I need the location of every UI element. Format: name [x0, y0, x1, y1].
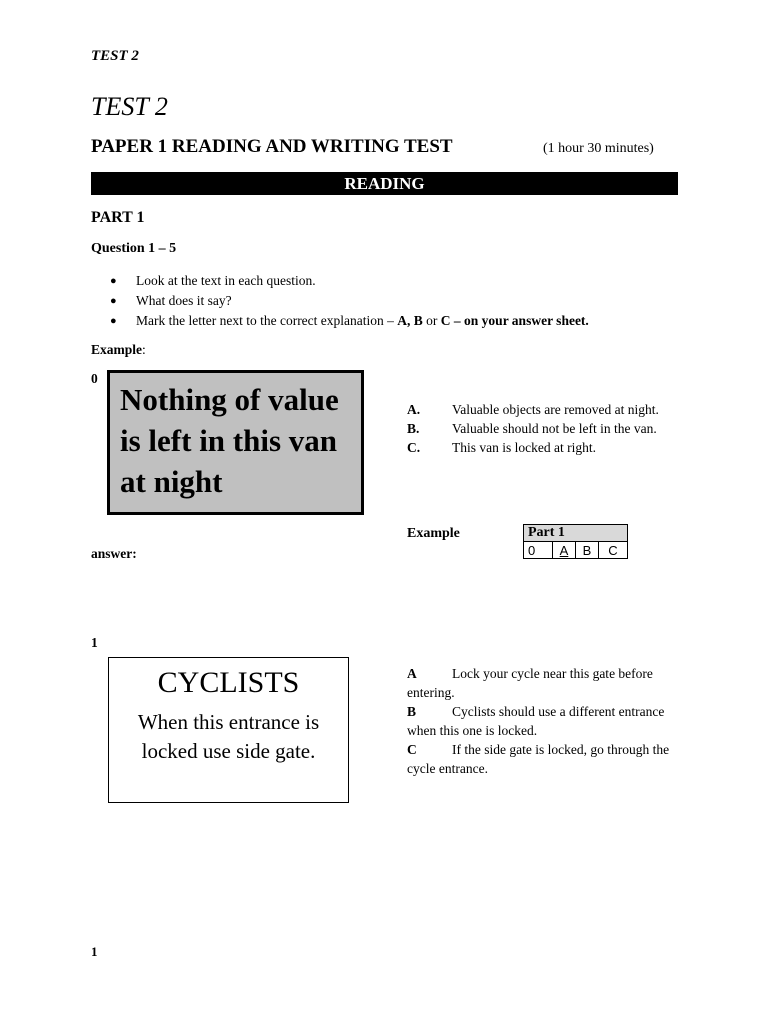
sign-line: Nothing of value — [120, 382, 339, 417]
option-b: B. Valuable should not be left in the van. — [407, 421, 657, 436]
example-answer-label: Example — [407, 526, 460, 541]
running-header: TEST 2 — [91, 48, 139, 64]
answer-grid-cell-b: B — [576, 542, 599, 559]
instruction-text-post: – on your answer sheet. — [450, 313, 589, 328]
answer-word: answer: — [91, 546, 137, 561]
instruction-text: Look at the text in each question. — [136, 273, 316, 288]
instruction-item — [110, 272, 589, 292]
option-c: C. This van is locked at right. — [407, 440, 596, 455]
paper-title: PAPER 1 READING AND WRITING TEST — [91, 136, 453, 157]
instruction-item — [110, 312, 589, 332]
sign-title: CYCLISTS — [157, 666, 300, 699]
instructions-list — [110, 272, 589, 332]
bullet-icon: ● — [110, 315, 117, 327]
sign-line: locked use side gate. — [141, 739, 316, 763]
example-sign-text — [120, 379, 339, 502]
instruction-letter-c: C — [440, 313, 451, 328]
answer-grid-cell-c: C — [599, 542, 628, 559]
option-b: B Cyclists should use a different entrance when this one is locked. — [407, 704, 665, 738]
question-1-number: 1 — [91, 635, 98, 650]
example-label: Example: — [91, 342, 146, 357]
option-c: C If the side gate is locked, go through the cycle entrance. — [407, 742, 670, 776]
example-options — [407, 400, 679, 457]
question-range: Question 1 – 5 — [91, 241, 177, 256]
sign-line: at night — [120, 464, 223, 499]
example-sign — [107, 370, 364, 515]
instruction-item — [110, 292, 589, 312]
part-heading: PART 1 — [91, 209, 145, 226]
instruction-text-pre: Mark the letter next to the correct explanation – — [136, 313, 398, 328]
instruction-or: or — [422, 313, 441, 328]
sign-line: When this entrance is — [137, 710, 320, 734]
instruction-letters-ab: A, B — [397, 313, 423, 328]
example-number: 0 — [91, 371, 98, 386]
bullet-icon: ● — [110, 275, 117, 287]
section-bar-reading: READING — [91, 172, 678, 195]
answer-grid-header: Part 1 — [524, 525, 628, 542]
answer-grid-cell-number: 0 — [524, 542, 553, 559]
answer-grid — [523, 524, 628, 559]
page-number: 1 — [91, 944, 98, 959]
test-title: TEST 2 — [91, 92, 168, 121]
answer-grid-cell-a: A — [553, 542, 576, 559]
option-a: A. Valuable objects are removed at night. — [407, 402, 659, 417]
bullet-icon: ● — [110, 295, 117, 307]
paper-duration: (1 hour 30 minutes) — [543, 141, 654, 156]
question-1-sign — [108, 657, 349, 803]
instruction-text: What does it say? — [136, 293, 232, 308]
sign-line: is left in this van — [120, 423, 338, 458]
option-a: A Lock your cycle near this gate before entering. — [407, 666, 653, 700]
sign-body — [109, 708, 348, 766]
question-1-options — [407, 664, 679, 778]
